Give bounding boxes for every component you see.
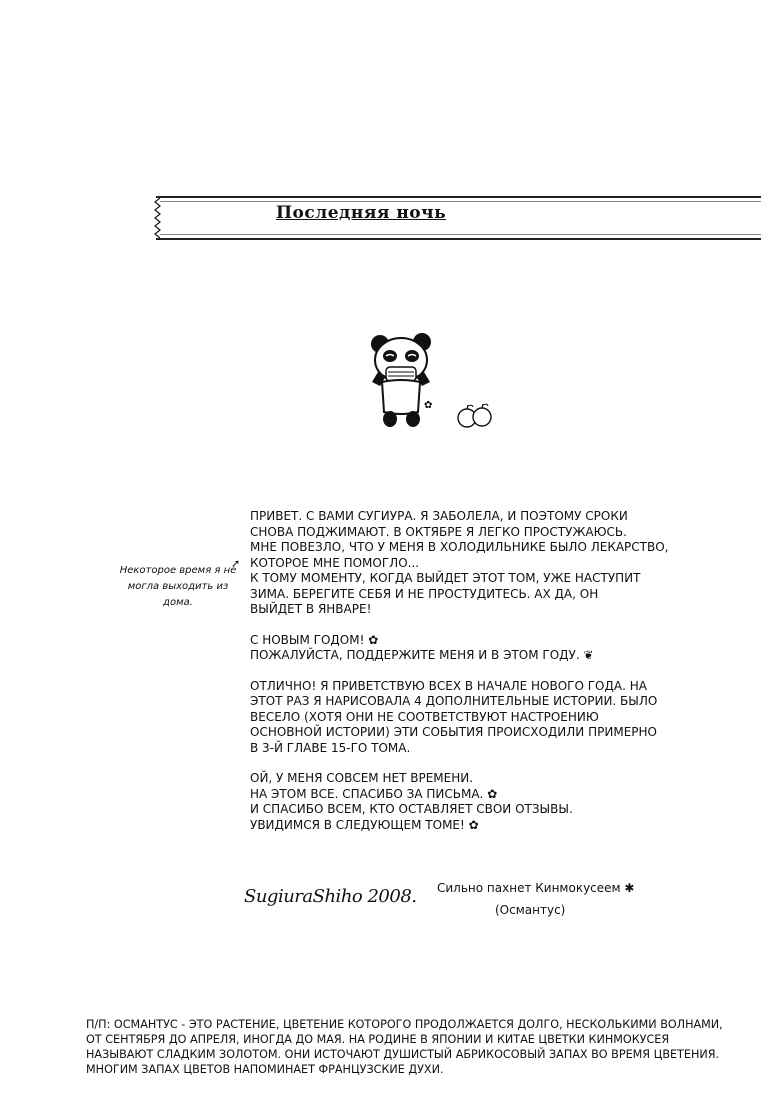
letter-line: ЭТОТ РАЗ Я НАРИСОВАЛА 4 ДОПОЛНИТЕЛЬНЫЕ ИСТОРИИ. БЫЛО bbox=[250, 694, 658, 708]
letter-line: ОЙ, У МЕНЯ СОВСЕМ НЕТ ВРЕМЕНИ. bbox=[250, 771, 474, 785]
letter-paragraph-4 bbox=[250, 771, 670, 833]
letter-line bbox=[250, 787, 670, 803]
footnote-line: МНОГИМ ЗАПАХ ЦВЕТОВ НАПОМИНАЕТ ФРАНЦУЗСКИЕ ДУХИ. bbox=[86, 1063, 444, 1076]
footnote-line: П/П: ОСМАНТУС - ЭТО РАСТЕНИЕ, ЦВЕТЕНИЕ КОТОРОГО ПРОДОЛЖАЕТСЯ ДОЛГО, НЕСКОЛЬКИМИ ВОЛНАМИ, bbox=[86, 1018, 723, 1031]
scent-note bbox=[437, 877, 634, 921]
translator-footnote bbox=[86, 1017, 726, 1077]
letter-line bbox=[250, 818, 670, 834]
letter-line-text: УВИДИМСЯ В СЛЕДУЮЩЕМ ТОМЕ! bbox=[250, 817, 465, 832]
letter-line: ПРИВЕТ. С ВАМИ СУГИУРА. Я ЗАБОЛЕЛА, И ПОЭТОМУ СРОКИ bbox=[250, 509, 628, 523]
author-letter bbox=[250, 509, 670, 848]
sprout-icon: ❦ bbox=[583, 648, 594, 662]
flower-icon: ✿ bbox=[468, 817, 479, 832]
footnote-line: ОТ СЕНТЯБРЯ ДО АПРЕЛЯ, ИНОГДА ДО МАЯ. НА РОДИНЕ В ЯПОНИИ И КИТАЕ ЦВЕТКИ КИНМОКУСЕЯ bbox=[86, 1033, 670, 1046]
panda-illustration bbox=[368, 332, 438, 430]
scent-note-line-1: Сильно пахнет Кинмокусеем bbox=[437, 881, 621, 895]
letter-line: СНОВА ПОДЖИМАЮТ. В ОКТЯБРЕ Я ЛЕГКО ПРОСТУЖАЮСЬ. bbox=[250, 524, 627, 539]
letter-line: ОСНОВНОЙ ИСТОРИИ) ЭТИ СОБЫТИЯ ПРОИСХОДИЛИ ПРИМЕРНО bbox=[250, 725, 657, 739]
letter-line: ЗИМА. БЕРЕГИТЕ СЕБЯ И НЕ ПРОСТУДИТЕСЬ. АХ ДА, ОН bbox=[250, 586, 599, 601]
letter-line: ВЕСЕЛО (ХОТЯ ОНИ НЕ СООТВЕТСТВУЮТ НАСТРОЕНИЮ bbox=[250, 709, 599, 724]
letter-line: В 3-Й ГЛАВЕ 15-ГО ТОМА. bbox=[250, 740, 411, 755]
letter-line-text: ПОЖАЛУЙСТА, ПОДДЕРЖИТЕ МЕНЯ И В ЭТОМ ГОДУ. bbox=[250, 648, 580, 662]
letter-line: ОТЛИЧНО! Я ПРИВЕТСТВУЮ ВСЕХ В НАЧАЛЕ НОВОГО ГОДА. НА bbox=[250, 678, 647, 693]
letter-line bbox=[250, 648, 670, 664]
scent-note-line-2: (Османтус) bbox=[495, 903, 566, 917]
side-note: Некоторое время я не могла выходить из дома. bbox=[119, 565, 237, 608]
footnote-line: НАЗЫВАЮТ СЛАДКИМ ЗОЛОТОМ. ОНИ ИСТОЧАЮТ ДУШИСТЫЙ АБРИКОСОВЫЙ ЗАПАХ ВО ВРЕМЯ ЦВЕТЕНИЯ. bbox=[86, 1048, 720, 1061]
apples-doodle bbox=[456, 403, 494, 429]
letter-line: МНЕ ПОВЕЗЛО, ЧТО У МЕНЯ В ХОЛОДИЛЬНИКЕ БЫЛО ЛЕКАРСТВО, bbox=[250, 540, 669, 554]
letter-line: КОТОРОЕ МНЕ ПОМОГЛО... bbox=[250, 555, 420, 570]
title-banner bbox=[156, 196, 761, 240]
letter-line: ВЫЙДЕТ В ЯНВАРЕ! bbox=[250, 602, 372, 616]
flower-icon: ✿ bbox=[368, 632, 379, 647]
author-signature: SugiuraShiho 2008. bbox=[244, 886, 417, 907]
letter-line: К ТОМУ МОМЕНТУ, КОГДА ВЫЙДЕТ ЭТОТ ТОМ, УЖЕ НАСТУПИТ bbox=[250, 571, 641, 585]
letter-line bbox=[250, 633, 670, 649]
svg-text:✿: ✿ bbox=[424, 400, 433, 411]
letter-line-text: НА ЭТОМ ВСЕ. СПАСИБО ЗА ПИСЬМА. bbox=[250, 786, 484, 801]
arrow-icon: ➚ bbox=[231, 557, 241, 570]
flower-icon: ✿ bbox=[487, 786, 498, 801]
letter-line: И СПАСИБО ВСЕМ, КТО ОСТАВЛЯЕТ СВОИ ОТЗЫВЫ. bbox=[250, 802, 573, 816]
banner-inner-lines bbox=[160, 201, 761, 235]
letter-paragraph-2 bbox=[250, 633, 670, 664]
banner-zigzag-edge bbox=[154, 198, 164, 238]
page-title: Последняя ночь bbox=[276, 203, 447, 223]
letter-paragraph-3 bbox=[250, 679, 670, 757]
letter-paragraph-1 bbox=[250, 509, 670, 618]
letter-line-text: С НОВЫМ ГОДОМ! bbox=[250, 632, 365, 647]
asterisk-icon: ✱ bbox=[624, 881, 635, 895]
